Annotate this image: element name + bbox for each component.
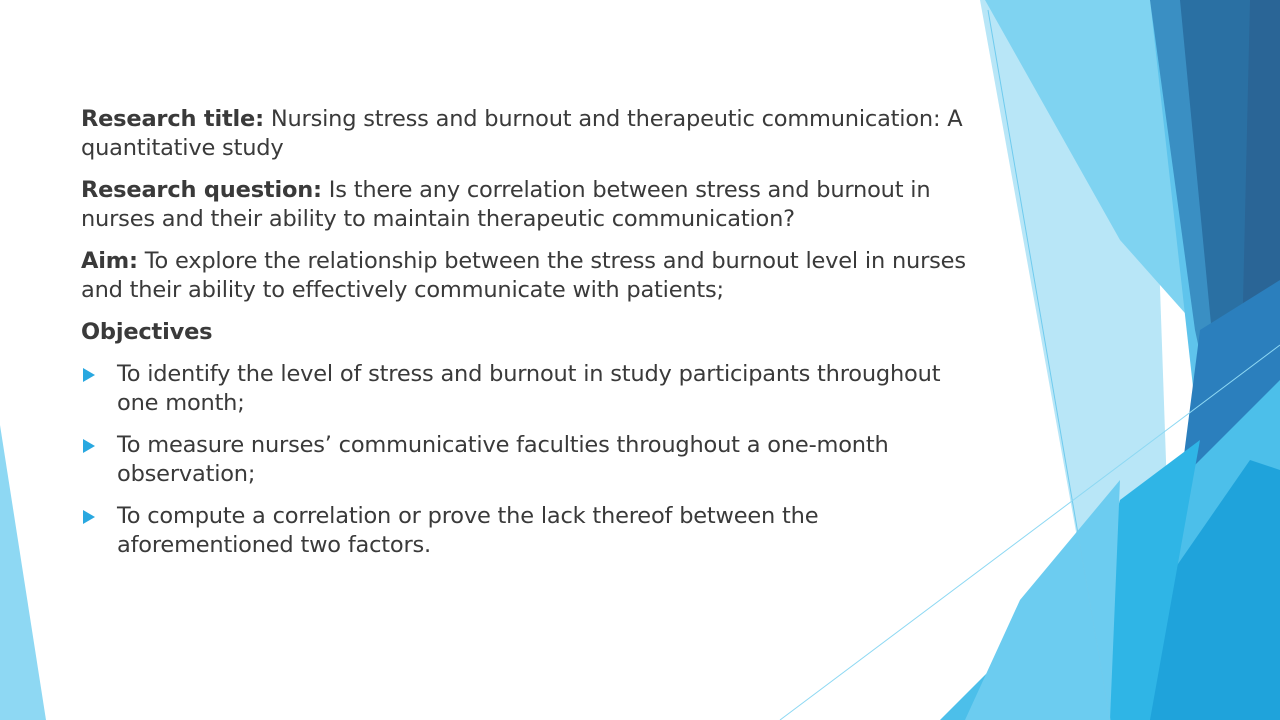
research-question-text: Is there any correlation between stress and burnout in nurses and their ability to maintain therapeutic communication? xyxy=(81,177,931,232)
list-item xyxy=(81,431,971,489)
research-title-text: Nursing stress and burnout and therapeutic communication: A quantitative study xyxy=(81,106,963,161)
objectives-list xyxy=(81,360,971,560)
research-title xyxy=(81,105,971,163)
bullet-arrow-icon xyxy=(83,368,95,382)
bullet-arrow-icon xyxy=(83,510,95,524)
list-item xyxy=(81,360,971,418)
objective-text: To compute a correlation or prove the lack thereof between the aforementioned two factors. xyxy=(117,503,819,558)
bullet-arrow-icon xyxy=(83,439,95,453)
bottom-facet-glow xyxy=(965,480,1120,720)
list-item xyxy=(81,502,971,560)
left-accent-shape xyxy=(0,425,46,720)
objective-text: To measure nurses’ communicative faculties throughout a one-month observation; xyxy=(117,432,889,487)
slide-content xyxy=(81,105,971,573)
aim-text: To explore the relationship between the stress and burnout level in nurses and their ability to effectively communicate with patients; xyxy=(81,248,966,303)
aim-label: Aim: xyxy=(81,248,138,274)
objective-text: To identify the level of stress and burnout in study participants throughout one month; xyxy=(117,361,941,416)
aim xyxy=(81,247,971,305)
objectives-heading: Objectives xyxy=(81,319,213,345)
research-question xyxy=(81,176,971,234)
research-title-label: Research title: xyxy=(81,106,264,132)
research-question-label: Research question: xyxy=(81,177,322,203)
